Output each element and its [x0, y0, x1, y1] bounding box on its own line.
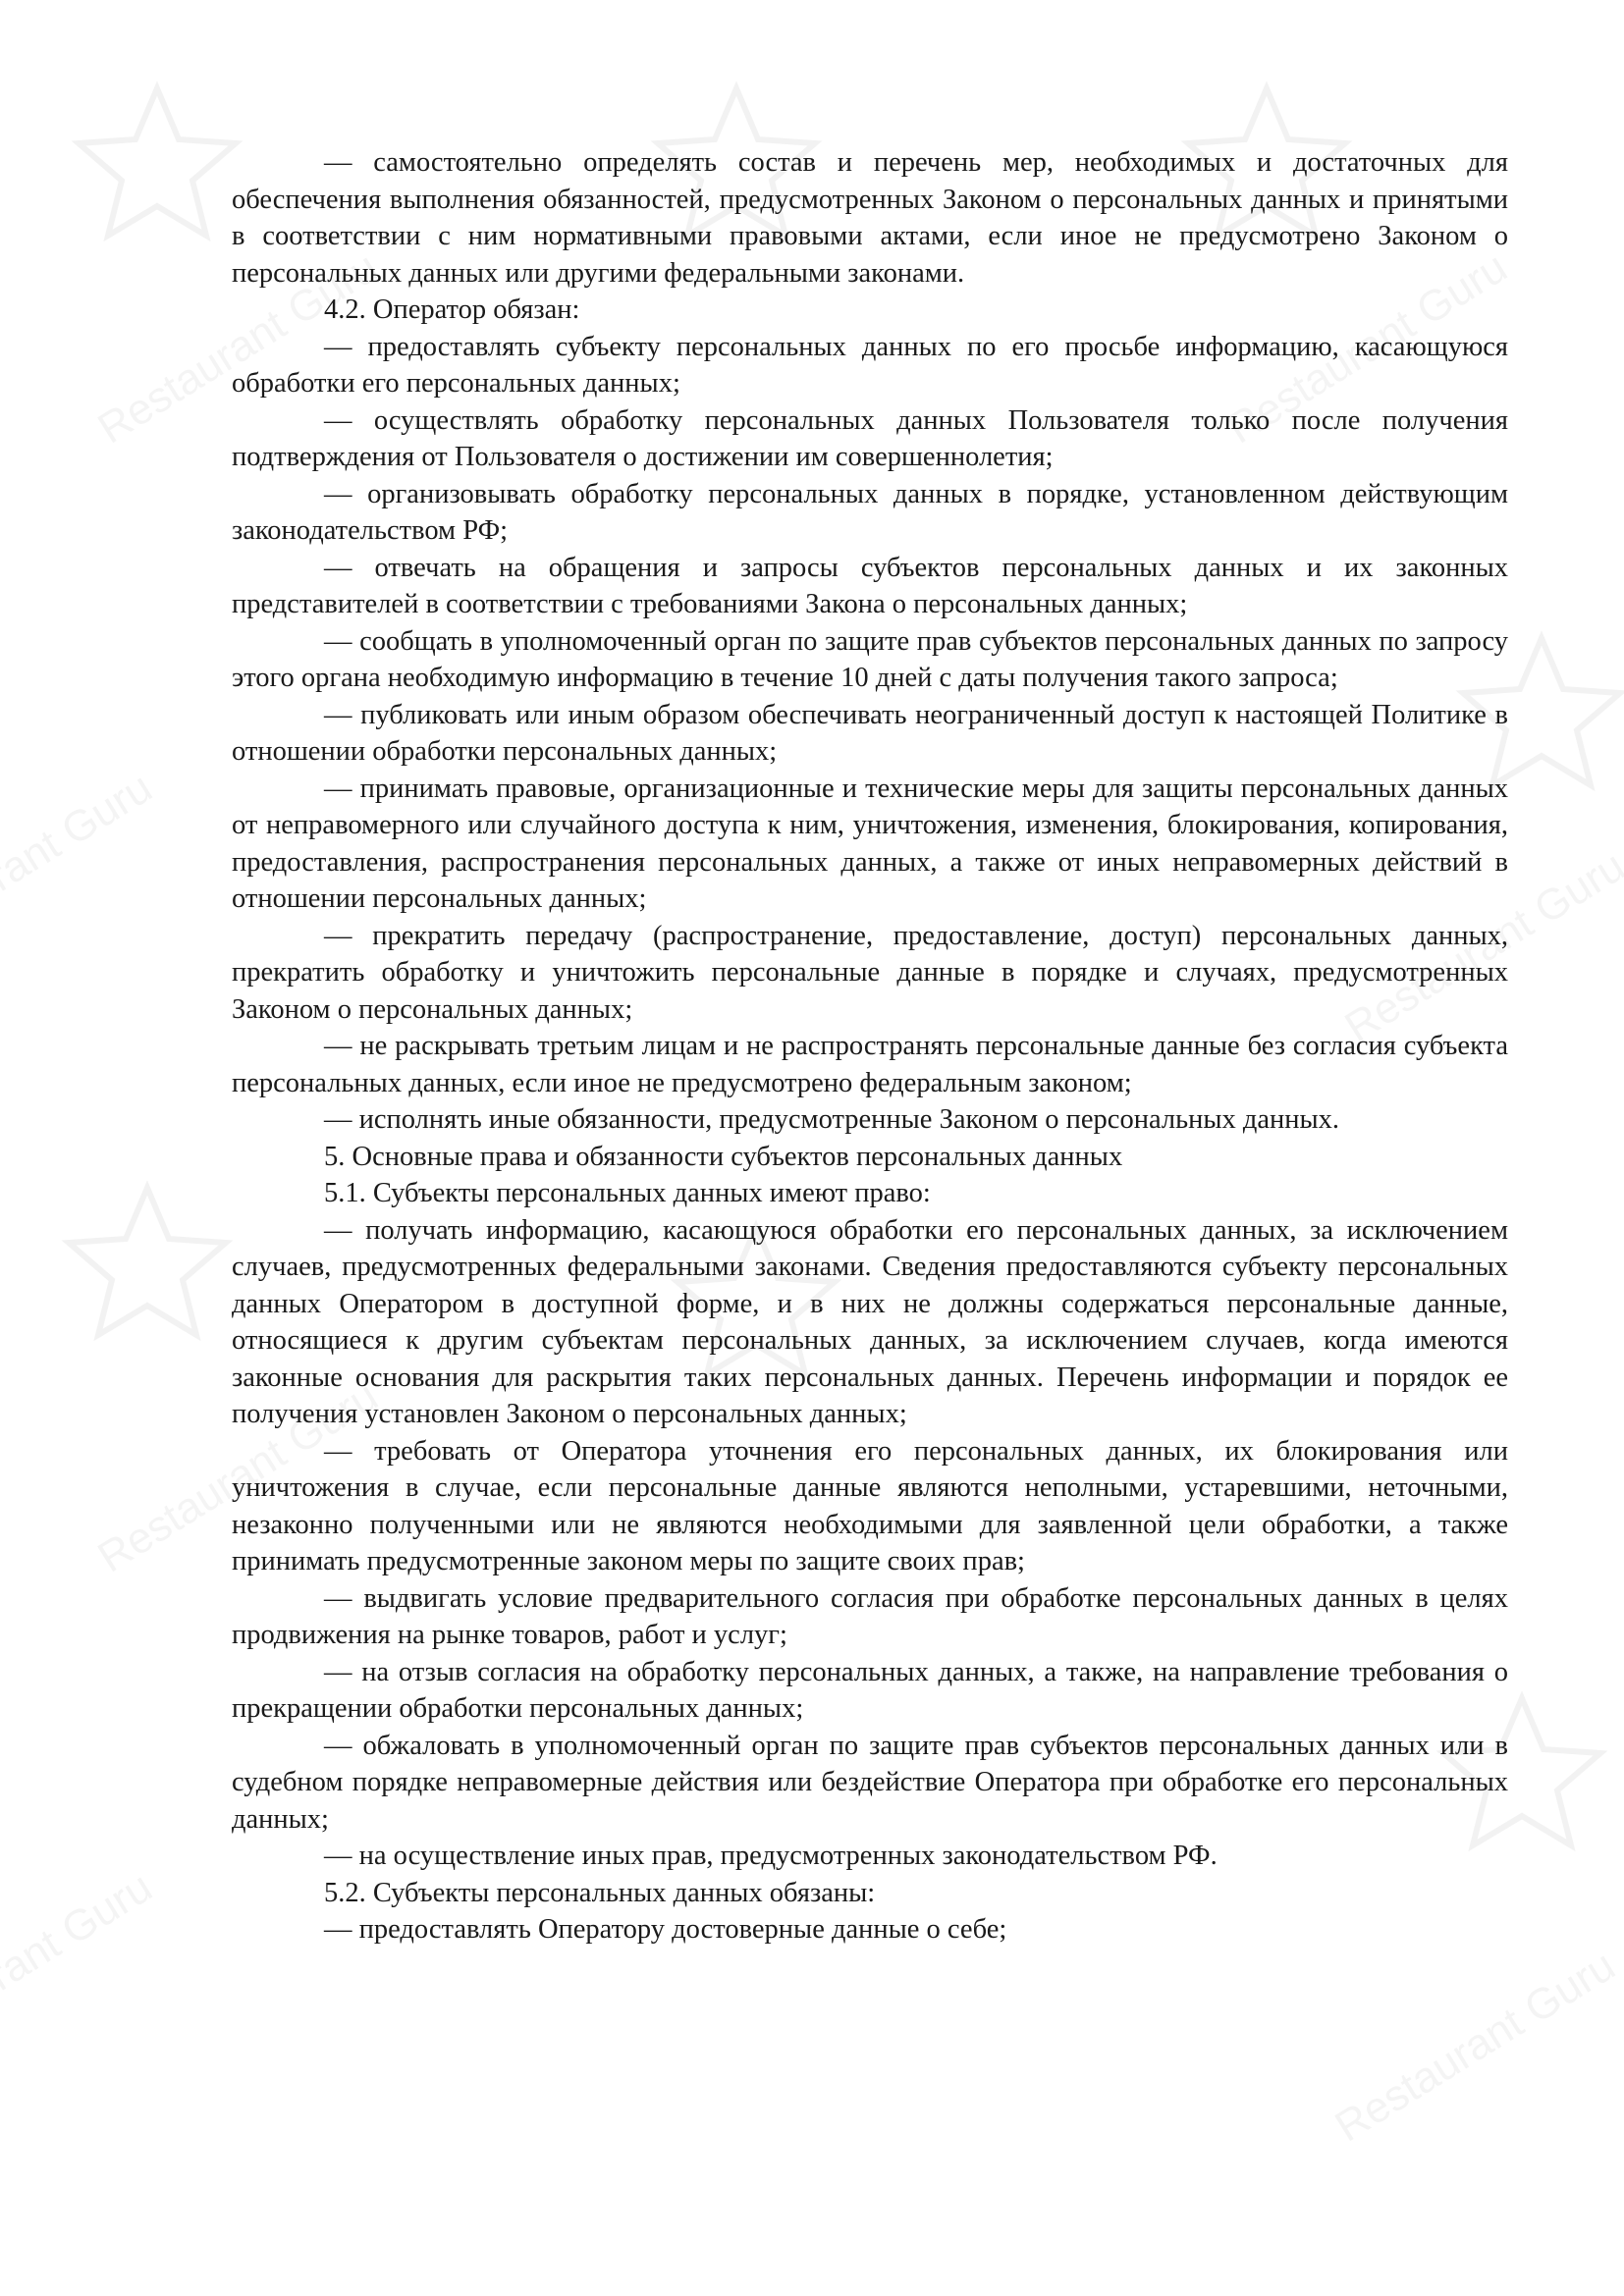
document-body	[232, 144, 1508, 1949]
watermark-text	[1326, 1942, 1623, 2153]
paragraph: — принимать правовые, организационные и технические меры для защиты персональных данных от неправомерного или случайного доступа к ним, уничтожения, изменения, блокирования, копирования, предоставления, распространения персональных данных, а также от иных неправомерных действий в отношении персональных данных;	[232, 773, 1508, 914]
paragraph: — выдвигать условие предварительного согласия при обработке персональных данных в целях продвижения на рынке товаров, работ и услуг;	[232, 1582, 1508, 1650]
section-heading: 5. Основные права и обязанности субъектов персональных данных	[324, 1141, 1123, 1172]
paragraph: — осуществлять обработку персональных данных Пользователя только после получения подтверждения от Пользователя о достижении им совершеннолетия;	[232, 404, 1508, 472]
paragraph: — на осуществление иных прав, предусмотренных законодательством РФ.	[324, 1841, 1218, 1871]
paragraph: — предоставлять субъекту персональных данных по его просьбе информацию, касающуюся обработки его персональных данных;	[232, 331, 1508, 399]
paragraph: — отвечать на обращения и запросы субъектов персональных данных и их законных представителей в соответствии с требованиями Закона о персональных данных;	[232, 552, 1508, 619]
paragraph: — самостоятельно определять состав и перечень мер, необходимых и достаточных для обеспечения выполнения обязанностей, предусмотренных Законом о персональных данных и принятыми в соответствии с ним нормативными правовыми актами, если иное не предусмотрено Законом о персональных данных или другими федеральными законами.	[232, 147, 1508, 289]
section-heading: 5.2. Субъекты персональных данных обязаны:	[324, 1877, 876, 1908]
paragraph: — не раскрывать третьим лицам и не распространять персональные данные без согласия субъекта персональных данных, если иное не предусмотрено федеральным законом;	[232, 1031, 1508, 1098]
paragraph: — исполнять иные обязанности, предусмотренные Законом о персональных данных.	[324, 1104, 1340, 1135]
restaurant-guru-logo-icon	[69, 79, 245, 245]
watermark-text	[0, 764, 161, 975]
paragraph: — предоставлять Оператору достоверные данные о себе;	[324, 1914, 1007, 1945]
paragraph: — требовать от Оператора уточнения его персональных данных, их блокирования или уничтожения в случае, если персональные данные являются неполными, устаревшими, неточными, незаконно полученными или не являются необходимыми для заявленной цели обработки, а также принимать предусмотренные законом меры по защите своих прав;	[232, 1435, 1508, 1576]
paragraph: — прекратить передачу (распространение, предоставление, доступ) персональных данных, прекратить обработку и уничтожить персональные данные в порядке и случаях, предусмотренных Законом о персональных данных;	[232, 920, 1508, 1025]
paragraph: — публиковать или иным образом обеспечивать неограниченный доступ к настоящей Политике в отношении обработки персональных данных;	[232, 699, 1508, 767]
restaurant-guru-logo-icon	[59, 1178, 236, 1345]
paragraph: — получать информацию, касающуюся обработки его персональных данных, за исключением случаев, предусмотренных федеральными законами. Сведения предоставляются субъекту персональных данных Оператором в доступной форме, и в них не должны содержаться персональные данные, относящиеся к другим субъектам персональных данных, за исключением случаев, когда имеются законные основания для раскрытия таких персональных данных. Перечень информации и порядок ее получения установлен Законом о персональных данных;	[232, 1214, 1508, 1429]
paragraph: — обжаловать в уполномоченный орган по защите прав субъектов персональных данных или в судебном порядке неправомерные действия или бездействие Оператора при обработке его персональных данных;	[232, 1730, 1508, 1835]
watermark-text	[0, 1863, 161, 2074]
section-heading: 5.1. Субъекты персональных данных имеют право:	[324, 1178, 931, 1208]
section-heading: 4.2. Оператор обязан:	[324, 294, 580, 325]
paragraph: — организовывать обработку персональных данных в порядке, установленном действующим законодательством РФ;	[232, 478, 1508, 546]
paragraph: — на отзыв согласия на обработку персональных данных, а также, на направление требования о прекращении обработки персональных данных;	[232, 1656, 1508, 1724]
paragraph: — сообщать в уполномоченный орган по защите прав субъектов персональных данных по запросу этого органа необходимую информацию в течение 10 дней с даты получения такого запроса;	[232, 625, 1508, 693]
